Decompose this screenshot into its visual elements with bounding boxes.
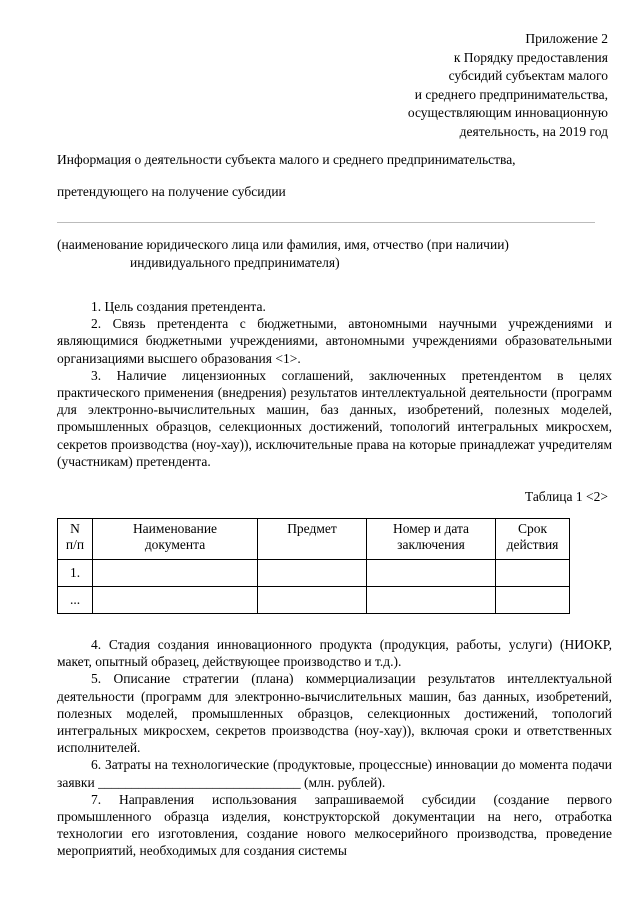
name-caption-line1: (наименование юридического лица или фамилия, имя, отчество (при наличии)	[57, 237, 509, 252]
appendix-line: осуществляющим инновационную	[407, 105, 608, 121]
table-label: Таблица 1 <2>	[524, 489, 608, 504]
section-items-1-3	[57, 298, 612, 470]
license-agreements-table	[57, 518, 570, 614]
table-cell: 1.	[58, 560, 93, 587]
item-paragraph: 7. Направления использования запрашиваемой субсидии (создание первого промышленного образца изделия, конструкторской документации на него, отработка технологии его изготовления, создание нового мелкосерийного производства, проведение мероприятий, необходимых для создания системы	[57, 791, 612, 859]
item-paragraph: 2. Связь претендента с бюджетными, автономными научными учреждениями и являющимися бюджетными учреждениями, автономными учреждениями образовательными организациями высшего образования <1>.	[57, 316, 612, 366]
document-title-line2: претендующего на получение субсидии	[57, 184, 286, 199]
name-caption-line2: индивидуального предпринимателя)	[130, 255, 340, 270]
table-header-row	[58, 519, 570, 560]
document-title-line1: Информация о деятельности субъекта малого и среднего предпринимательства,	[57, 152, 516, 167]
appendix-line: к Порядку предоставления	[453, 49, 608, 65]
header-cell-number: N п/п	[58, 519, 93, 560]
appendix-line: и среднего предпринимательства,	[414, 86, 608, 102]
appendix-header	[408, 30, 608, 142]
item-paragraph: 5. Описание стратегии (плана) коммерциализации результатов интеллектуальной деятельности (программ для электронно-вычислительных машин, баз данных, изобретений, полезных моделей, промышленных образцов, селекционных достижений, топологий интегральных микросхем, секретов производства (ноу-хау)), включая сроки и ответственных исполнителей.	[57, 671, 612, 756]
appendix-line: субсидий субъектам малого	[448, 68, 608, 84]
table-cell	[258, 587, 367, 614]
item-paragraph: 3. Наличие лицензионных соглашений, заключенных претендентом в целях практического применения (внедрения) результатов интеллектуальной деятельности (программ для электронно-вычислительных машин, баз данных, изобретений, полезных моделей, промышленных образцов, селекционных достижений, топологий интегральных микросхем, секретов производства (ноу-хау)), исключительные права на которые принадлежат учредителям (участникам) претендента.	[57, 367, 612, 469]
table-cell	[367, 560, 496, 587]
header-cell-subject: Предмет	[258, 519, 367, 560]
appendix-line: Приложение 2	[525, 31, 608, 46]
name-blank-line	[57, 222, 595, 223]
table-cell	[496, 587, 570, 614]
item-paragraph: 6. Затраты на технологические (продуктовые, процессные) инновации до момента подачи заявки ______________________________ (млн. рублей).	[57, 757, 612, 790]
table-row	[58, 587, 570, 614]
header-cell-number-date: Номер и дата заключения	[367, 519, 496, 560]
item-paragraph: 4. Стадия создания инновационного продукта (продукция, работы, услуги) (НИОКР, макет, опытный образец, действующее производство и т.д.).	[57, 637, 612, 670]
table-row	[58, 560, 570, 587]
header-cell-term: Срок действия	[496, 519, 570, 560]
table-cell	[496, 560, 570, 587]
table-cell	[93, 560, 258, 587]
table-cell	[258, 560, 367, 587]
appendix-line: деятельность, на 2019 год	[459, 123, 608, 139]
item-paragraph: 1. Цель создания претендента.	[91, 299, 266, 314]
table-cell: ...	[58, 587, 93, 614]
section-items-4-7	[57, 636, 612, 860]
table-cell	[93, 587, 258, 614]
header-cell-doc-name: Наименование документа	[93, 519, 258, 560]
table-cell	[367, 587, 496, 614]
